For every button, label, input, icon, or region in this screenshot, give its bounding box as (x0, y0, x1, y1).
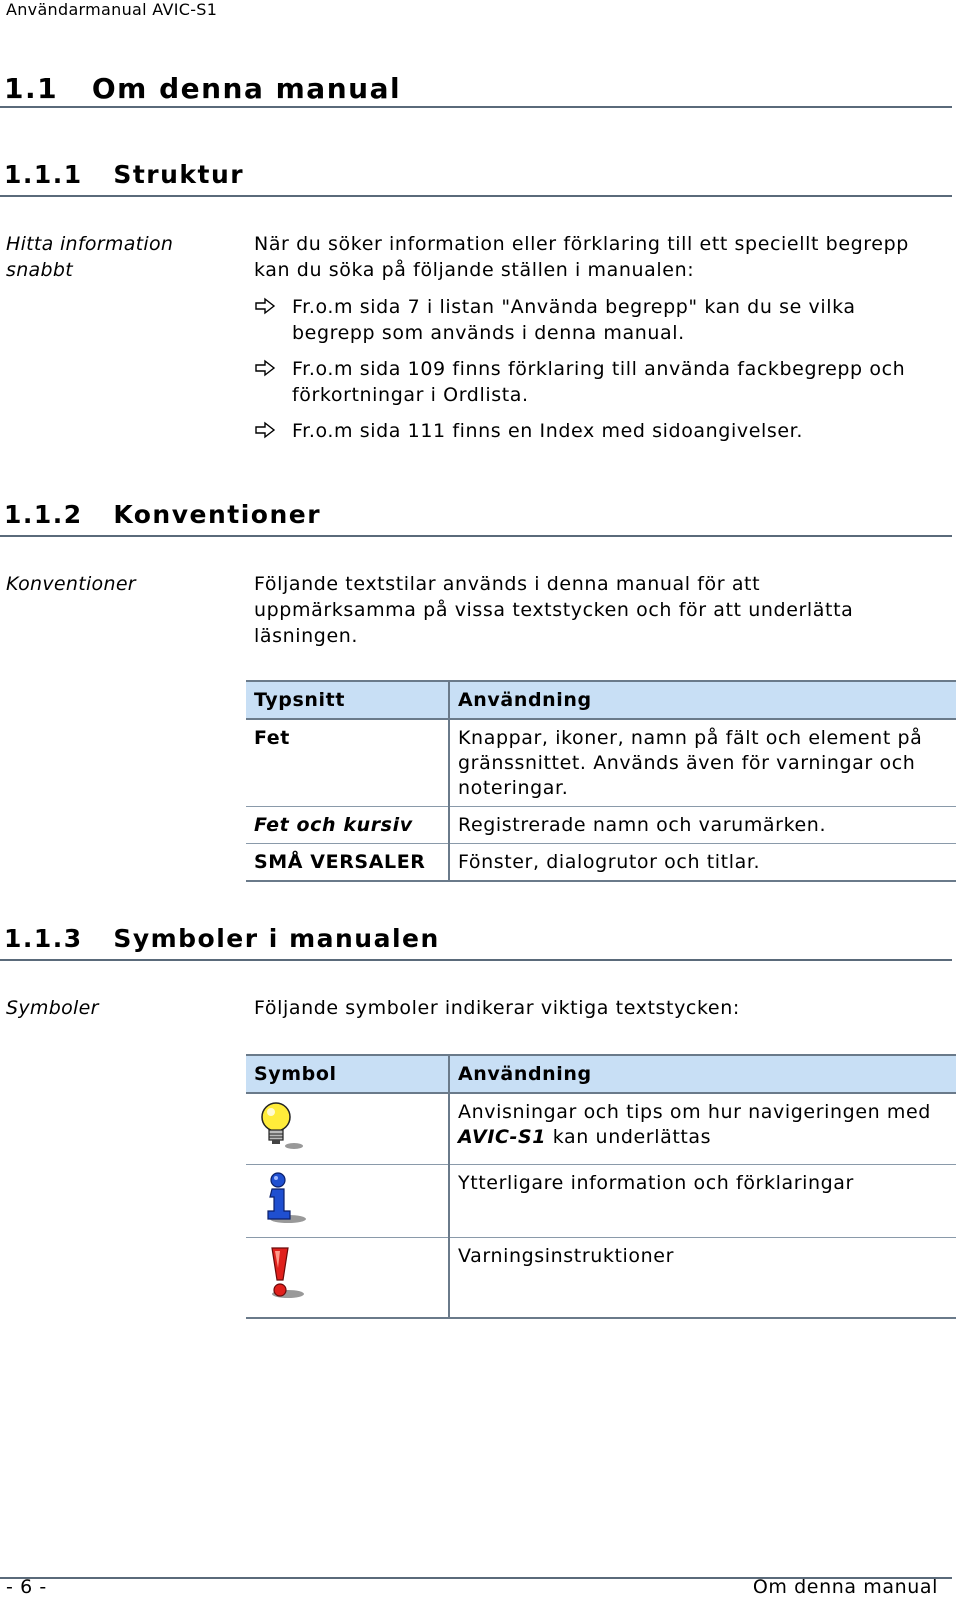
side-label: Hitta information snabbt (6, 233, 174, 281)
usage-cell: Registrerade namn och varumärken. (449, 807, 956, 844)
table-header-cell: Typsnitt (246, 681, 449, 719)
lightbulb-icon (254, 1100, 304, 1152)
footer-page-number: - 6 - (6, 1576, 47, 1598)
heading-rule (0, 195, 952, 197)
brand-name: AVIC-S1 (458, 1126, 547, 1148)
font-conventions-table (246, 680, 956, 882)
arrow-right-icon (254, 359, 276, 377)
table-row (246, 1165, 956, 1238)
bullet-text: Fr.o.m sida 111 finns en Index med sidoangivelser. (292, 420, 803, 442)
section-title: Symboler i manualen (113, 924, 440, 953)
section-heading-1-1 (4, 72, 401, 105)
table-row (246, 807, 956, 844)
bullet-item (254, 418, 944, 444)
section-title: Struktur (113, 160, 245, 189)
section-number: 1.1.3 (4, 924, 83, 953)
section-title: Om denna manual (91, 72, 402, 105)
heading-rule (0, 535, 952, 537)
intro-paragraph: Följande symboler indikerar viktiga textstycken: (254, 997, 740, 1019)
footer-section-title: Om denna manual (752, 1576, 938, 1598)
bullet-text: Fr.o.m sida 109 finns förklaring till använda fackbegrepp och förkortningar i Ordlista. (292, 358, 906, 406)
style-cell: SMÅ VERSALER (246, 844, 449, 882)
usage-cell: Knappar, ikoner, namn på fält och element på gränssnittet. Används även för varningar och noteringar. (449, 719, 956, 807)
section-heading-1-1-3 (4, 924, 440, 953)
usage-cell: Varningsinstruktioner (449, 1238, 956, 1319)
intro-paragraph: Följande textstilar används i denna manual för att uppmärksamma på vissa textstycken och för att underlätta läsningen. (254, 573, 854, 647)
symbols-table (246, 1054, 956, 1319)
table-header-row (246, 1055, 956, 1093)
usage-cell (449, 1093, 956, 1165)
side-label: Symboler (6, 997, 99, 1019)
info-person-icon (254, 1171, 310, 1225)
heading-rule (0, 959, 952, 961)
arrow-right-icon (254, 297, 276, 315)
section-number: 1.1.2 (4, 500, 83, 529)
intro-paragraph: När du söker information eller förklaring till ett speciellt begrepp kan du söka på följande ställen i manualen: (254, 233, 909, 281)
section-number: 1.1 (4, 72, 59, 105)
symbol-cell (246, 1093, 449, 1165)
section-title: Konventioner (113, 500, 322, 529)
table-header-row (246, 681, 956, 719)
heading-rule (0, 106, 952, 108)
usage-text: Anvisningar och tips om hur navigeringen med (458, 1101, 931, 1123)
section-heading-1-1-1 (4, 160, 244, 189)
table-row (246, 1238, 956, 1319)
side-label: Konventioner (6, 573, 136, 595)
bullet-text: Fr.o.m sida 7 i listan "Använda begrepp" kan du se vilka begrepp som används i denna manual. (292, 296, 856, 344)
symbol-cell (246, 1238, 449, 1319)
table-row (246, 719, 956, 807)
table-row (246, 844, 956, 882)
running-header: Användarmanual AVIC-S1 (6, 0, 218, 19)
section-number: 1.1.1 (4, 160, 83, 189)
table-header-cell: Användning (449, 1055, 956, 1093)
bullet-item (254, 356, 944, 408)
symbol-cell (246, 1165, 449, 1238)
section-heading-1-1-2 (4, 500, 321, 529)
bullet-item (254, 294, 944, 346)
usage-cell: Fönster, dialogrutor och titlar. (449, 844, 956, 882)
arrow-right-icon (254, 421, 276, 439)
style-cell: Fet och kursiv (246, 807, 449, 844)
table-row (246, 1093, 956, 1165)
usage-text: kan underlättas (546, 1126, 712, 1148)
usage-cell: Ytterligare information och förklaringar (449, 1165, 956, 1238)
style-cell: Fet (246, 719, 449, 807)
table-header-cell: Symbol (246, 1055, 449, 1093)
table-header-cell: Användning (449, 681, 956, 719)
exclamation-icon (254, 1244, 310, 1302)
